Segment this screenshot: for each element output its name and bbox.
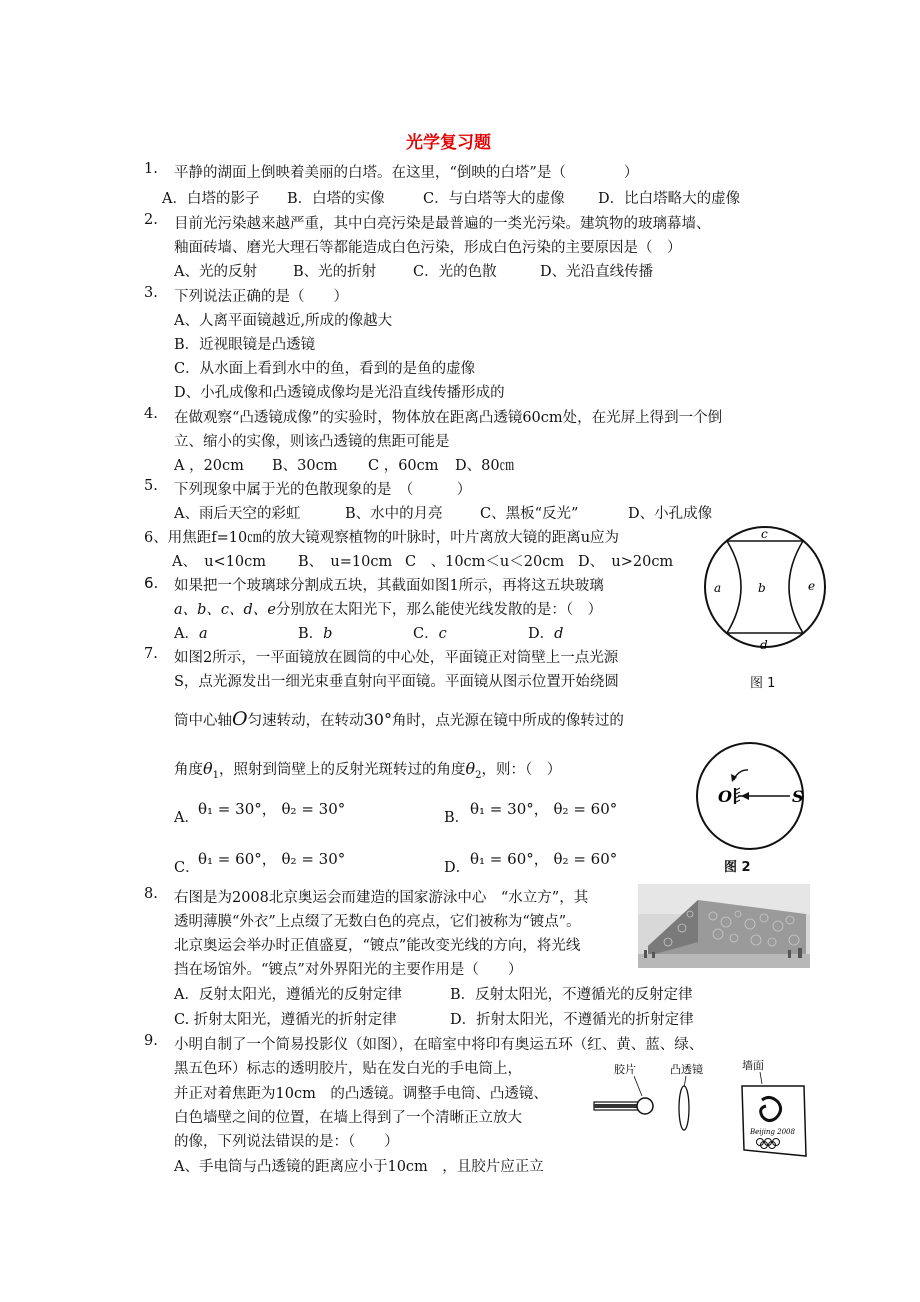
projector-diagram xyxy=(590,1060,816,1160)
projector-figure xyxy=(590,1060,816,1160)
option-d: D．d xyxy=(528,626,564,642)
option-d: D、80㎝ xyxy=(455,458,515,474)
question-text: 下列说法正确的是（ ） xyxy=(174,289,348,305)
line-rest: 分别放在太阳光下，那么能使光线发散的是：（ ） xyxy=(275,602,603,618)
question-number: 7. xyxy=(144,646,158,662)
option-b: B．白塔的实像 xyxy=(287,191,385,207)
question-text-line-2: 黑五色环）标志的透明胶片，贴在发白光的手电筒上， xyxy=(174,1061,522,1077)
option-c: C．c xyxy=(413,626,447,642)
label-lens: 凸透镜 xyxy=(670,1063,703,1076)
label-film: 胶片 xyxy=(614,1063,636,1076)
question-text-line-2: 透明薄膜“外衣”上点缀了无数白色的亮点，它们被称为“镀点”。 xyxy=(174,914,581,930)
label-a: a xyxy=(714,581,722,595)
figure-1 xyxy=(700,522,830,691)
figure-1-caption: 图 1 xyxy=(750,676,776,691)
figure-2-caption: 图 2 xyxy=(724,860,751,875)
option-a: A．a xyxy=(174,626,208,642)
question-text-line-3: 并正对着焦距为10cm 的凸透镜。调整手电筒、凸透镜、 xyxy=(174,1086,548,1102)
option-c: C 、10cm＜u＜20cm xyxy=(405,554,565,570)
question-number: 5. xyxy=(144,478,158,494)
option-b: B．b xyxy=(298,626,333,642)
option-b: B、 u=10cm xyxy=(298,554,393,570)
axis-o: O xyxy=(232,708,248,730)
question-text: 平静的湖面上倒映着美丽的白塔。在这里，“倒映的白塔”是（ ） xyxy=(174,165,639,181)
question-number: 9. xyxy=(144,1033,158,1049)
convex-lens xyxy=(679,1086,689,1130)
option-b: B、光的折射 xyxy=(293,264,377,280)
figure-2 xyxy=(688,740,818,880)
option-b-formula: θ₁ = 30°， θ₂ = 60° xyxy=(470,800,618,818)
option-b: B．反射太阳光，不遵循光的反射定律 xyxy=(450,987,693,1003)
option-c: C． xyxy=(174,860,200,876)
option-a: A、人离平面镜越近,所成的像越大 xyxy=(174,313,393,329)
option-c: C．与白塔等大的虚像 xyxy=(423,191,565,207)
label-c: c xyxy=(761,527,768,541)
option-d: D、小孔成像和凸透镜成像均是光沿直线传播形成的 xyxy=(174,385,505,401)
label-b: b xyxy=(758,581,766,595)
label-o: O xyxy=(718,787,732,806)
option-c: C．光的色散 xyxy=(413,264,497,280)
option-d: D、小孔成像 xyxy=(628,506,713,522)
label-wall: 墙面 xyxy=(742,1060,764,1072)
logo-text: Beijing 2008 xyxy=(750,1128,795,1136)
option-a: A、雨后天空的彩虹 xyxy=(174,506,301,522)
question-number: 1. xyxy=(144,161,158,177)
question-text-line-1: 目前光污染越来越严重，其中白亮污染是最普遍的一类光污染。建筑物的玻璃幕墙、 xyxy=(174,216,711,232)
question-text-line-2: 釉面砖墙、磨光大理石等都能造成白色污染，形成白色污染的主要原因是（ ） xyxy=(174,240,682,256)
option-b: B． xyxy=(444,810,470,826)
option-b: B．近视眼镜是凸透镜 xyxy=(174,337,316,353)
question-number: 6. xyxy=(144,574,159,592)
option-d: D．比白塔略大的虚像 xyxy=(598,191,741,207)
question-text-line-1: 在做观察“凸透镜成像”的实验时，物体放在距离凸透镜60cm处，在光屏上得到一个倒 xyxy=(174,410,723,426)
option-c: C．从水面上看到水中的鱼，看到的是鱼的虚像 xyxy=(174,361,476,377)
glass-ball-cross-section xyxy=(700,522,830,662)
option-c-formula: θ₁ = 60°， θ₂ = 30° xyxy=(198,850,346,868)
water-cube-image xyxy=(638,884,810,968)
option-a-formula: θ₁ = 30°， θ₂ = 30° xyxy=(198,800,346,818)
flashlight-head xyxy=(637,1098,653,1114)
option-d: D． xyxy=(444,860,471,876)
question-number: 8. xyxy=(144,886,158,902)
question-number: 4. xyxy=(144,406,158,422)
question-text-line-1: 右图是为2008北京奥运会而建造的国家游泳中心 “水立方”，其 xyxy=(174,890,589,906)
page-title: 光学复习题 xyxy=(406,133,491,153)
option-d: D、光沿直线传播 xyxy=(540,264,654,280)
question-text-line-2: 立、缩小的实像，则该凸透镜的焦距可能是 xyxy=(174,434,450,450)
option-d: D、 u>20cm xyxy=(578,554,674,570)
option-a: A、手电筒与凸透镜的距离应小于10cm ，且胶片应正立 xyxy=(174,1159,544,1175)
question-text-line-1: 如图2所示，一平面镜放在圆筒的中心处，平面镜正对筒壁上一点光源 xyxy=(174,650,619,666)
option-d: D．折射太阳光，不遵循光的折射定律 xyxy=(450,1012,694,1028)
option-a: A．反射太阳光，遵循光的反射定律 xyxy=(174,987,402,1003)
question-number: 2. xyxy=(144,212,158,228)
question-text-line-4: 白色墙壁之间的位置，在墙上得到了一个清晰正立放大 xyxy=(174,1110,522,1126)
option-b: B、水中的月亮 xyxy=(345,506,443,522)
question-text-line-4: 挡在场馆外。“镀点”对外界阳光的主要作用是（ ） xyxy=(174,962,523,978)
option-c: C、黑板“反光” xyxy=(480,506,579,522)
rotation-angle: 30° xyxy=(363,710,392,729)
option-a: A． xyxy=(174,810,199,826)
question-text-line-1: 如果把一个玻璃球分割成五块，其截面如图1所示，再将这五块玻璃 xyxy=(174,578,604,594)
variables: a、b、c、d、e xyxy=(174,602,276,618)
question-text-line-3: 北京奥运会举办时正值盛夏，“镀点”能改变光线的方向，将光线 xyxy=(174,938,581,954)
question-text-line-4: 角度$\theta_1$，照射到筒壁上的反射光斑转过的角度$\theta_2$，则：（ ） xyxy=(174,759,562,782)
question-text-line-3: 筒中心轴O匀速转动，在转动30°角时，点光源在镜中所成的像转过的 xyxy=(174,708,624,730)
question-text-line-2: S，点光源发出一细光束垂直射向平面镜。平面镜从图示位置开始绕圆 xyxy=(174,674,619,690)
option-a: A ，20cm xyxy=(174,458,244,474)
label-d: d xyxy=(760,638,768,652)
option-a: A、 u<10cm xyxy=(172,554,267,570)
question-number: 3. xyxy=(144,285,158,301)
question-text-line-1: 小明自制了一个简易投影仪（如图），在暗室中将印有奥运五环（红、黄、蓝、绿、 xyxy=(174,1037,704,1053)
question-text-line-2 xyxy=(174,598,602,619)
question-text-line-5: 的像，下列说法错误的是：（ ） xyxy=(174,1134,399,1150)
question-text: 下列现象中属于光的色散现象的是 （ ） xyxy=(174,482,472,498)
wall-screen xyxy=(742,1086,806,1156)
option-a: A．白塔的影子 xyxy=(162,191,260,207)
option-d-formula: θ₁ = 60°， θ₂ = 60° xyxy=(470,850,618,868)
cylinder-mirror-diagram xyxy=(688,740,818,852)
option-b: B、30cm xyxy=(272,458,338,474)
option-c: C ，60cm xyxy=(368,458,439,474)
option-c: C. 折射太阳光，遵循光的折射定律 xyxy=(174,1012,397,1028)
option-a: A、光的反射 xyxy=(174,264,257,280)
question-text: 6、用焦距f=10㎝的放大镜观察植物的叶脉时，叶片离放大镜的距离u应为 xyxy=(144,530,620,546)
label-s: S xyxy=(792,787,804,806)
water-cube-photo xyxy=(638,884,810,968)
label-e: e xyxy=(808,579,816,593)
